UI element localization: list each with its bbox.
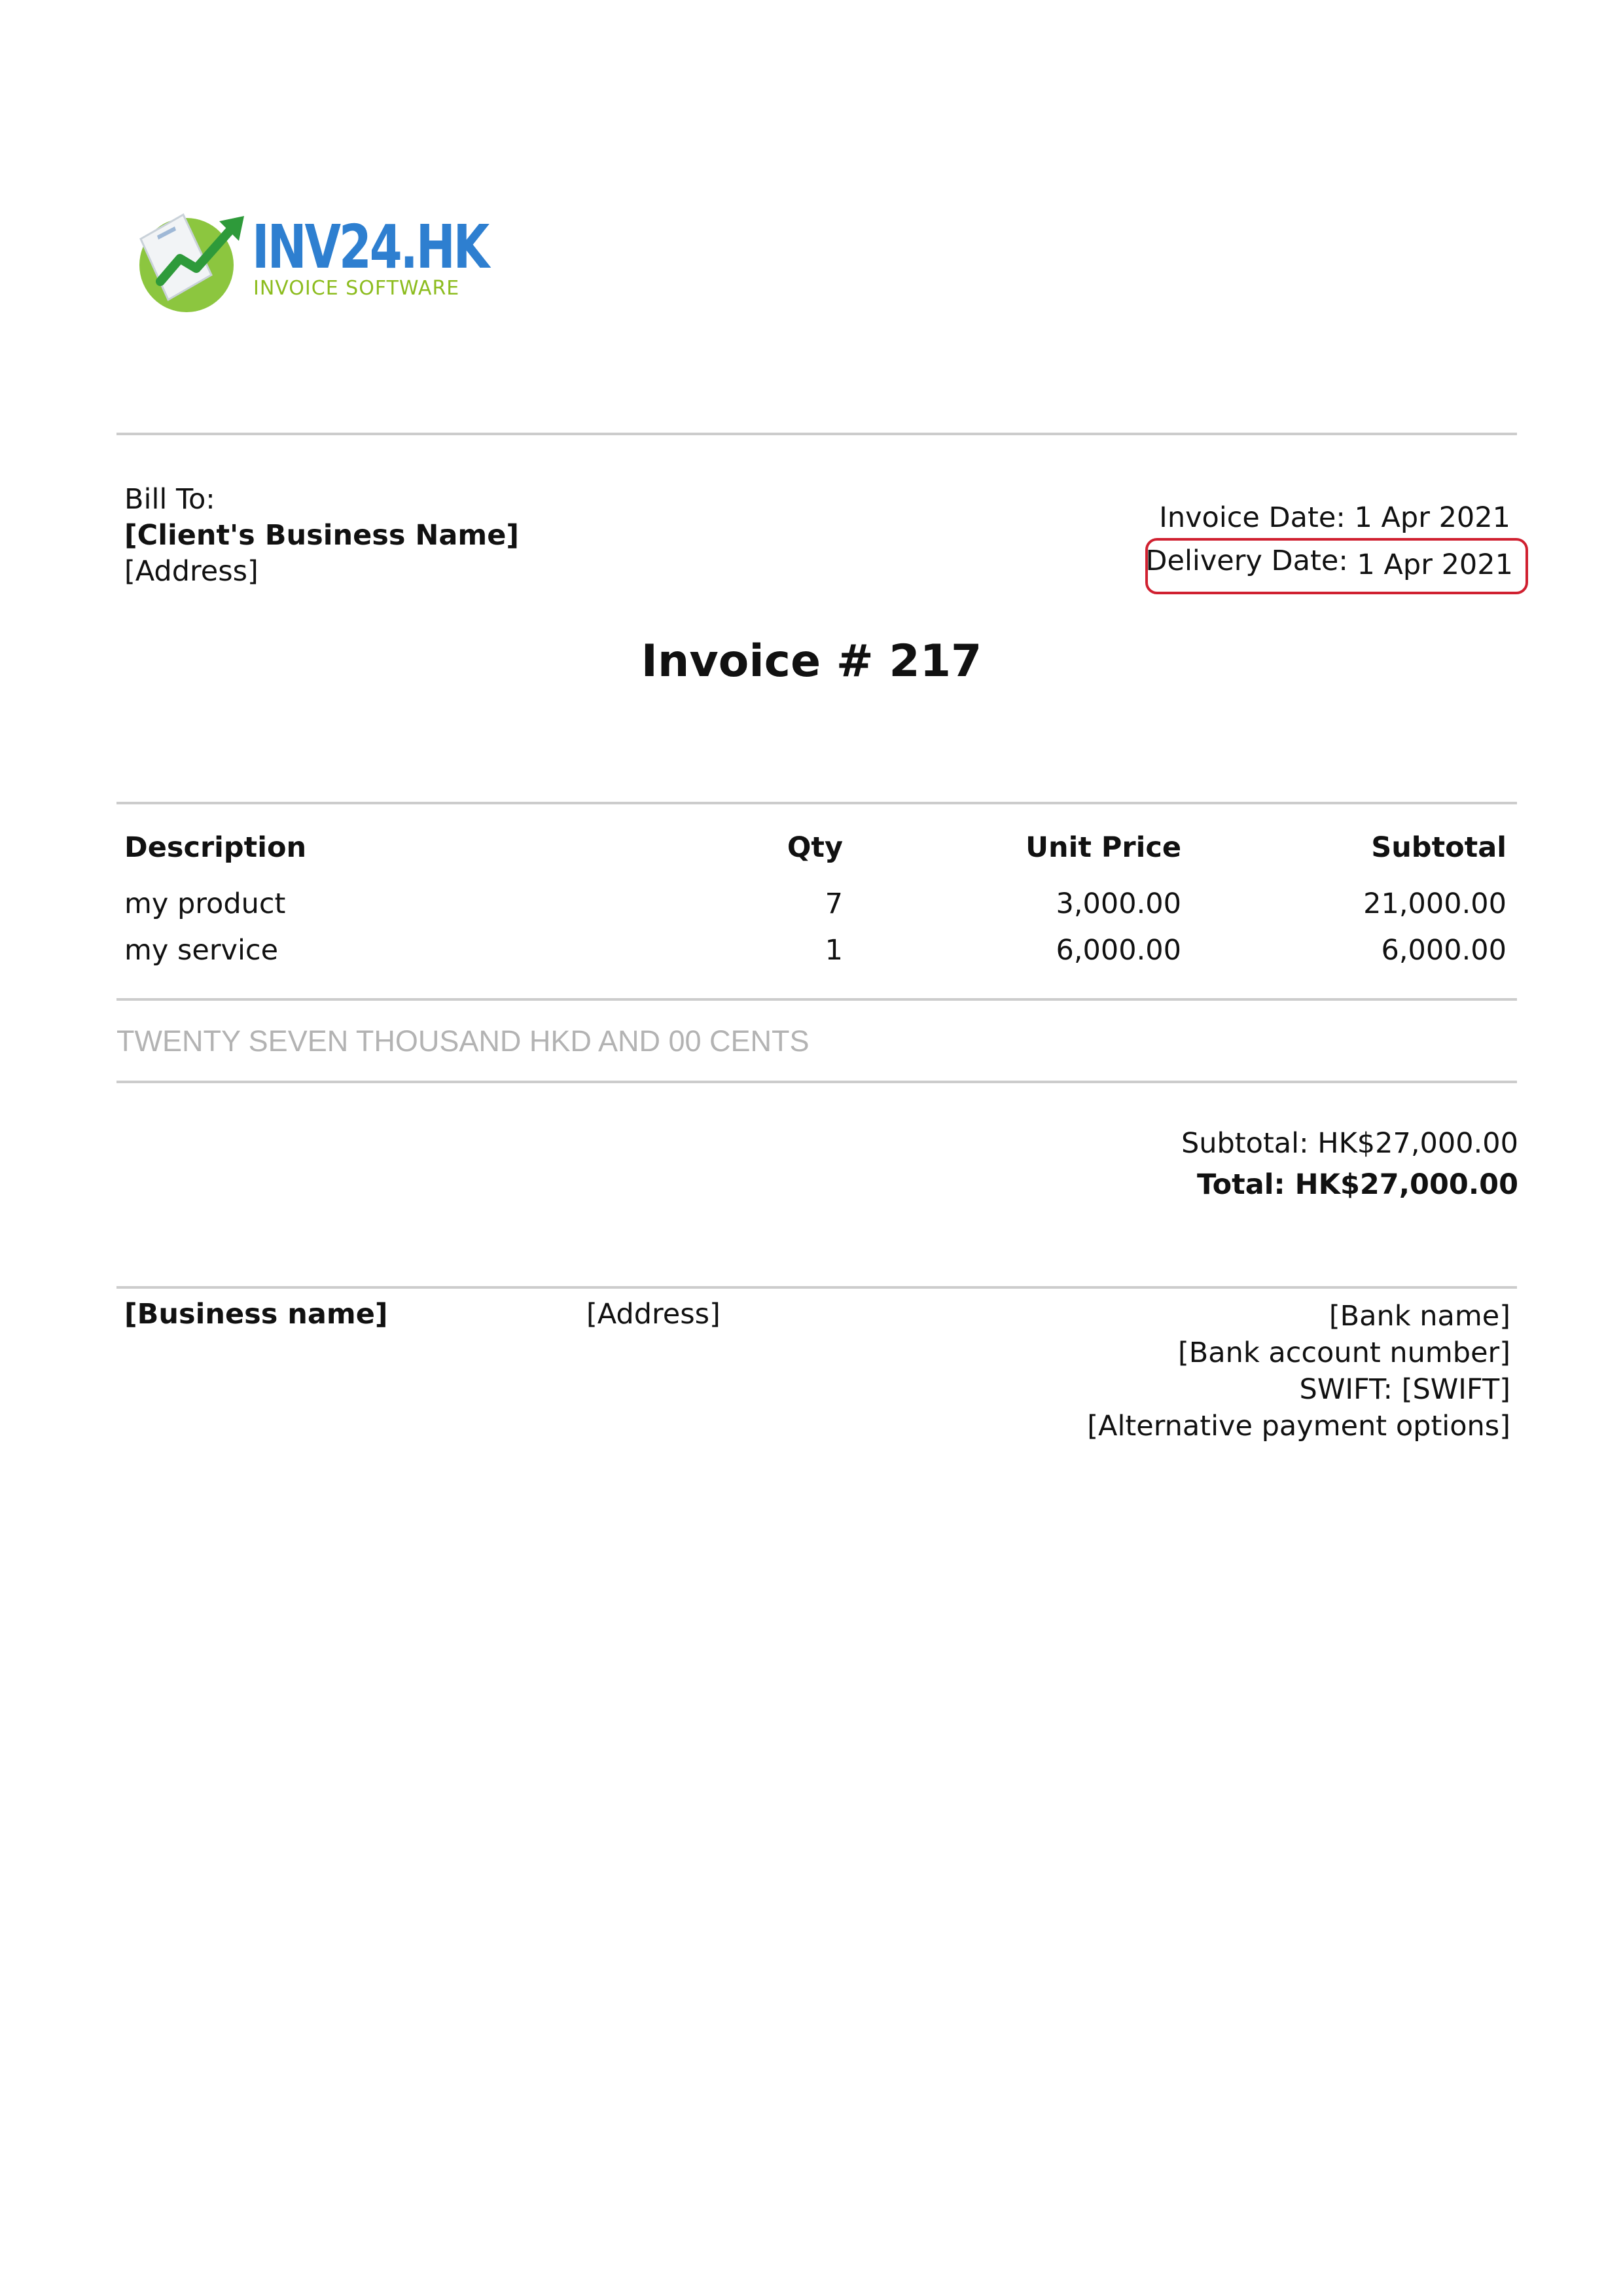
- divider-footer: [116, 1286, 1517, 1289]
- logo-chart-icon: [134, 203, 249, 314]
- row-description: my service: [124, 934, 279, 967]
- invoice-title: Invoice # 217: [641, 636, 982, 687]
- invoice-date-label: Invoice Date:: [1159, 501, 1346, 534]
- bank-name: [Bank name]: [1329, 1300, 1510, 1333]
- header-qty: Qty: [787, 831, 843, 864]
- row-qty: 7: [825, 888, 843, 920]
- client-business-name: [Client's Business Name]: [124, 519, 520, 552]
- footer-business-name: [Business name]: [124, 1298, 388, 1331]
- divider-table-top: [116, 802, 1517, 804]
- footer-address: [Address]: [586, 1298, 721, 1331]
- invoice-date: [1159, 501, 1510, 535]
- delivery-date-label: Delivery Date:: [1145, 545, 1348, 577]
- totals-total: Total: HK$27,000.00: [1197, 1168, 1518, 1201]
- header-description: Description: [124, 831, 307, 864]
- company-logo: [134, 203, 488, 314]
- divider-totals: [116, 1081, 1517, 1083]
- row-unit-price: 6,000.00: [1056, 934, 1181, 967]
- divider-table-bottom: [116, 998, 1517, 1001]
- row-qty: 1: [825, 934, 843, 967]
- row-subtotal: 21,000.00: [1363, 888, 1507, 920]
- divider-top: [116, 433, 1517, 435]
- delivery-date-value: 1 Apr 2021: [1357, 548, 1513, 581]
- invoice-date-value: 1 Apr 2021: [1354, 501, 1510, 534]
- footer-bank-details: [1087, 1298, 1510, 1444]
- amount-in-words: TWENTY SEVEN THOUSAND HKD AND 00 CENTS: [116, 1024, 810, 1058]
- client-address: [Address]: [124, 555, 259, 588]
- logo-wordmark: INV24.HK: [252, 212, 488, 282]
- delivery-date: [1145, 545, 1513, 579]
- logo-tagline: INVOICE SOFTWARE: [253, 277, 460, 300]
- alternative-payment-options: [Alternative payment options]: [1087, 1410, 1510, 1443]
- bank-swift: SWIFT: [SWIFT]: [1299, 1373, 1510, 1406]
- totals-subtotal: Subtotal: HK$27,000.00: [1181, 1127, 1518, 1160]
- row-subtotal: 6,000.00: [1381, 934, 1507, 967]
- row-description: my product: [124, 888, 286, 920]
- row-unit-price: 3,000.00: [1056, 888, 1181, 920]
- bank-account-number: [Bank account number]: [1177, 1336, 1510, 1369]
- header-subtotal: Subtotal: [1371, 831, 1507, 864]
- bill-to-label: Bill To:: [124, 483, 215, 516]
- header-unit-price: Unit Price: [1026, 831, 1181, 864]
